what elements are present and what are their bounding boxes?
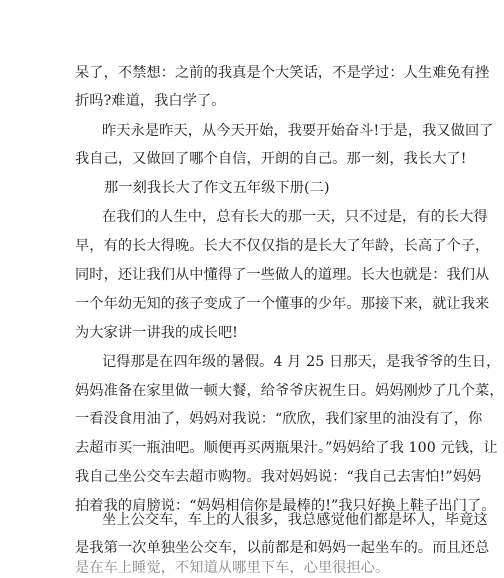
paragraph-line: 坐上公交车，车上的人很多，我总感觉他们都是坏人，毕竟这 xyxy=(102,512,488,528)
paragraph-line: 去超市买一瓶油吧。顺便再买两瓶果汁。”妈妈给了我 100 元钱，让 xyxy=(75,440,498,456)
paragraph-line: 早，有的长大得晚。长大不仅仅指的是长大了年龄，长高了个子， xyxy=(75,238,490,254)
paragraph-line: 是我第一次单独坐公交车，以前都是和妈妈一起坐车的。而且还总 xyxy=(75,540,490,556)
paragraph-line: 妈妈准备在家里做一顿大餐，给爷爷庆祝生日。妈妈刚炒了几个菜， xyxy=(75,383,504,399)
paragraph-line: 我自己坐公交车去超市购物。我对妈妈说：“我自己去害怕!”妈妈 xyxy=(75,469,482,485)
paragraph-line: 为大家讲一讲我的成长吧! xyxy=(75,325,238,341)
paragraph-line: 昨天永是昨天，从今天开始，我要开始奋斗!于是，我又做回了 xyxy=(102,123,494,139)
paragraph-line: 一看没食用油了，妈妈对我说：“欣欣，我们家里的油没有了，你 xyxy=(75,411,483,427)
paragraph-line: 同时，还让我们从中懂得了一些做人的道理。长大也就是：我们从 xyxy=(75,267,490,283)
paragraph-line: 是在车上睡觉，不知道从哪里下车，心里很担心。 xyxy=(75,560,390,576)
paragraph-line: 拍着我的肩膀说：“妈妈相信你是最棒的!”我只好换上鞋子出门了。 xyxy=(75,498,496,514)
paragraph-line: 一个年幼无知的孩子变成了一个懂事的少年。那接下来，就让我来 xyxy=(75,296,490,312)
paragraph-line: 呆了，不禁想：之前的我真是个大笑话，不是学过：人生难免有挫 xyxy=(75,65,490,81)
paragraph-line: 我自己，又做回了哪个自信，开朗的自己。那一刻，我长大了! xyxy=(75,151,467,167)
section-heading: 那一刻我长大了作文五年级下册(二) xyxy=(104,180,330,196)
paragraph-line: 记得那是在四年级的暑假。4 月 25 日那天，是我爷爷的生日， xyxy=(102,354,501,370)
paragraph-line: 折吗?难道，我白学了。 xyxy=(75,93,226,109)
paragraph-line: 在我们的人生中，总有长大的那一天，只不过是，有的长大得 xyxy=(102,209,488,225)
